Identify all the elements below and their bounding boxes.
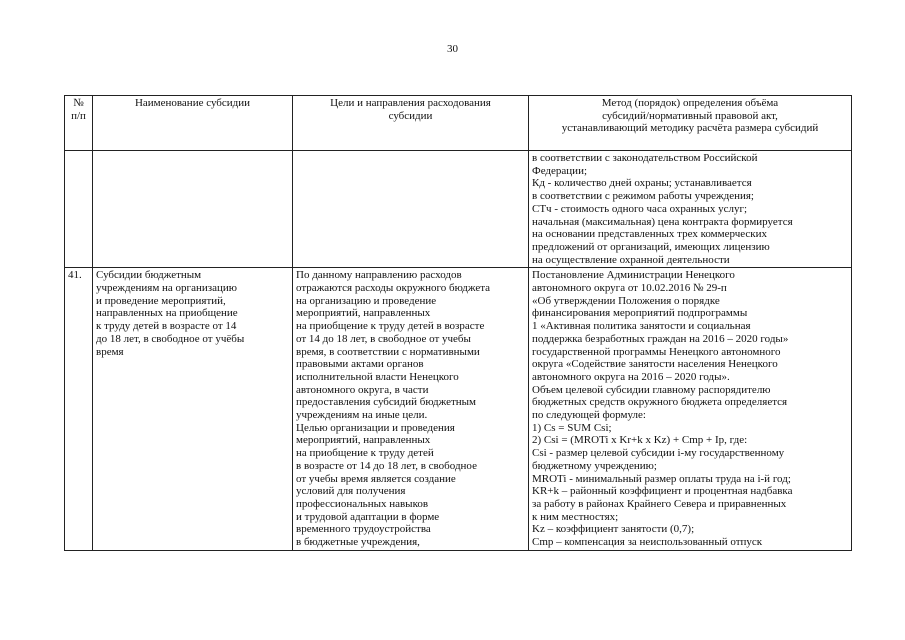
method-line: СТч - стоимость одного часа охранных услуг; (532, 202, 748, 215)
header-goals-line: субсидии (388, 109, 433, 122)
header-method-line: устанавливающий методику расчёта размера субсидий (561, 122, 819, 135)
name-line: и проведение мероприятий, (96, 294, 226, 307)
goals-line: По данному направлению расходов (296, 269, 462, 282)
goals-line: на приобщение к труду детей (296, 447, 434, 460)
method-line: в соответствии с режимом работы учреждения; (532, 190, 754, 203)
header-method (529, 96, 852, 151)
method-line: 2) Csi = (MROTi x Kr+k x Kz) + Cmp + Ip, где: (532, 434, 748, 447)
method-line: на осуществление охранной деятельности (532, 253, 730, 266)
goals-line: на приобщение к труду детей в возрасте (296, 320, 485, 333)
name-line: Субсидии бюджетным (96, 269, 202, 282)
goals-line: исполнительной власти Ненецкого (296, 370, 459, 383)
cell-num: 41. (65, 268, 93, 550)
header-goals-line: Цели и направления расходования (330, 97, 491, 109)
name-line: к труду детей в возрасте от 14 (96, 320, 237, 333)
method-line: MROTi - минимальный размер оплаты труда на i-й год; (532, 472, 791, 485)
cell-method (529, 268, 852, 550)
goals-line: от 14 до 18 лет, в свободное от учебы (296, 332, 471, 345)
method-line: Csi - размер целевой субсидии i-му государственному (532, 447, 785, 460)
subsidy-table (64, 95, 852, 551)
method-line: автономного округа на 2016 – 2020 годы». (532, 370, 730, 383)
goals-line: учреждениям на иные цели. (296, 409, 428, 422)
table-row-41 (65, 268, 852, 550)
header-name (93, 96, 293, 151)
method-line: поддержка безработных граждан на 2016 – 2020 годы» (532, 332, 789, 345)
name-line: до 18 лет, в свободное от учёбы (96, 332, 245, 345)
method-line: к ним местностях; (532, 510, 619, 523)
goals-line: временного трудоустройства (296, 523, 431, 536)
cell-method (529, 151, 852, 268)
method-line: на основании представленных трех коммерческих (532, 228, 768, 241)
name-line: время (96, 345, 124, 358)
method-line: по следующей формуле: (532, 409, 646, 422)
method-line: в соответствии с законодательством Российской (532, 152, 758, 164)
method-line: бюджетному учреждению; (532, 459, 657, 472)
goals-line: условий для получения (296, 485, 406, 498)
method-line: начальная (максимальная) цена контракта формируется (532, 215, 793, 228)
header-name-line: Наименование субсидии (134, 97, 251, 109)
method-line: бюджетных средств окружного бюджета определяется (532, 396, 788, 409)
method-line: автономного округа от 10.02.2016 № 29-п (532, 282, 727, 295)
goals-line: на организацию и проведение (296, 294, 437, 307)
cell-goals (293, 151, 529, 268)
goals-line: в бюджетные учреждения, (296, 536, 420, 549)
method-line: Cmp – компенсация за неиспользованный отпуск (532, 536, 763, 549)
goals-line: автономного округа, в части (296, 383, 429, 396)
header-num-line: п/п (71, 109, 86, 122)
method-line: «Об утверждении Положения о порядке (532, 294, 720, 307)
method-line: за работу в районах Крайнего Севера и приравненных (532, 497, 787, 510)
method-line: предложений от организаций, имеющих лицензию (532, 240, 770, 253)
method-line: округа «Содействие занятости населения Ненецкого (532, 358, 778, 371)
method-line: Kz – коэффициент занятости (0,7); (532, 523, 695, 536)
table-row-continued (65, 151, 852, 268)
method-line: Кд - количество дней охраны; устанавливается (532, 177, 752, 190)
method-line: KR+k – районный коэффициент и процентная надбавка (532, 485, 793, 498)
goals-line: отражаются расходы окружного бюджета (296, 282, 491, 295)
header-num (65, 96, 93, 151)
cell-name (93, 151, 293, 268)
header-method-line: субсидий/нормативный правовой акт, (602, 109, 778, 122)
header-method-line: Метод (порядок) определения объёма (601, 97, 779, 109)
method-line: государственной программы Ненецкого автономного (532, 345, 781, 358)
goals-line: и трудовой адаптации в форме (296, 510, 440, 523)
goals-line: мероприятий, направленных (296, 307, 431, 320)
method-line: 1) Cs = SUM Csi; (532, 421, 612, 434)
goals-line: от учебы время является создание (296, 472, 456, 485)
goals-line: мероприятий, направленных (296, 434, 431, 447)
goals-line: время, в соответствии с нормативными (296, 345, 480, 358)
method-line: Объем целевой субсидии главному распорядителю (532, 383, 771, 396)
goals-line: предоставления субсидий бюджетным (296, 396, 477, 409)
cell-num (65, 151, 93, 268)
cell-goals (293, 268, 529, 550)
goals-line: профессиональных навыков (296, 497, 429, 510)
method-line: 1 «Активная политика занятости и социальная (532, 320, 751, 333)
header-num-line: № (73, 97, 84, 109)
name-line: направленных на приобщение (96, 307, 238, 320)
goals-line: Целью организации и проведения (296, 421, 455, 434)
goals-line: в возрасте от 14 до 18 лет, в свободное (296, 459, 477, 472)
cell-name (93, 268, 293, 550)
goals-line: правовыми актами органов (296, 358, 424, 371)
header-goals (293, 96, 529, 151)
table-header-row (65, 96, 852, 151)
page-number: 30 (447, 43, 458, 55)
method-line: Федерации; (532, 164, 588, 177)
method-line: Постановление Администрации Ненецкого (532, 269, 735, 282)
name-line: учреждениям на организацию (96, 282, 237, 295)
method-line: финансирования мероприятий подпрограммы (532, 307, 748, 320)
